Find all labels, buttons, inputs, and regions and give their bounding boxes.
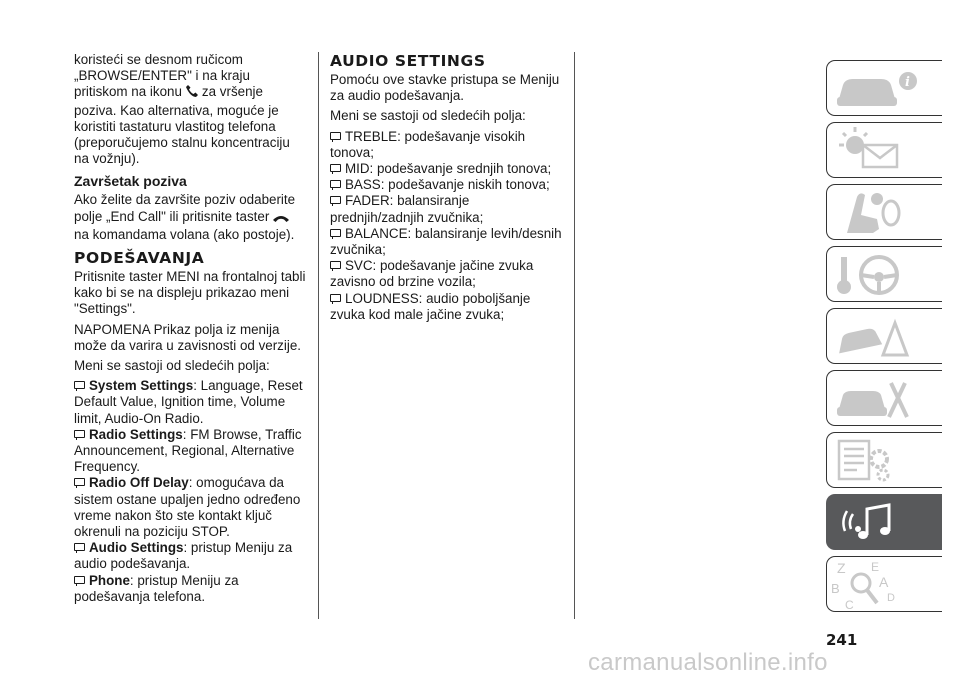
column-divider (574, 52, 575, 619)
list-item: Radio Settings: FM Browse, Traffic Announcement, Regional, Alternative Frequency. (74, 426, 302, 475)
left-column (74, 52, 306, 605)
index-letter: E (871, 560, 880, 574)
index-alphabet-icon (827, 557, 943, 613)
key-steering-wheel-icon (827, 247, 943, 303)
list-item: MID: podešavanje srednjih tonova; (330, 161, 566, 177)
bullet-icon (330, 294, 341, 302)
intro-paragraph: koristeći se desnom ručicom „BROWSE/ENTER" i na kraju pritiskom na ikonu za vršenje poziva. Kao alternativa, moguće je koristiti tastaturu vlastitog telefona (preporučujemo stalnu koncentraciju na vožnju). (74, 52, 290, 167)
list-item: TREBLE: podešavanje visokih tonova; (330, 128, 526, 160)
list-item: Radio Off Delay: omogućava da sistem ostane upaljen jedno određeno vreme nakon što ste kontakt ključ okrenuli na poziciju STOP. (74, 475, 301, 540)
hang-up-icon (272, 211, 290, 227)
tab-warning-lights[interactable] (826, 122, 942, 178)
car-service-tools-icon (827, 371, 943, 427)
settings-heading: PODEŠAVANJA (74, 249, 205, 268)
tab-starting-driving[interactable] (826, 246, 942, 302)
list-item: FADER: balansiranje prednjih/zadnjih zvučnika; (330, 193, 484, 225)
menu-intro: Meni se sastoji od sledećih polja: (74, 358, 270, 374)
tab-emergency[interactable] (826, 308, 942, 364)
end-call-paragraph: Ako želite da završite poziv odaberite polje „End Call" ili pritisnite tasterna komandama volana (ako postoje). (74, 192, 296, 242)
watermark: carmanualsonline.info (588, 649, 828, 676)
right-column (330, 52, 566, 323)
list-item: BALANCE: balansiranje levih/desnih zvučnika; (330, 225, 562, 258)
tab-technical-data[interactable] (826, 432, 942, 488)
column-divider (318, 52, 319, 619)
tab-multimedia[interactable] (826, 494, 942, 550)
bullet-icon (74, 576, 85, 584)
bullet-icon (74, 478, 85, 486)
tab-index[interactable] (826, 556, 942, 612)
list-item: Phone: pristup Meniju za podešavanja telefona. (74, 572, 239, 604)
end-call-heading: Završetak poziva (74, 173, 187, 190)
index-letter: D (887, 592, 895, 604)
index-letter: B (831, 581, 840, 596)
svg-text:i: i (905, 75, 910, 90)
bullet-icon (330, 180, 341, 188)
tab-maintenance[interactable] (826, 370, 942, 426)
list-item: SVC: podešavanje jačine zvuka zavisno od brzine vozila; (330, 258, 534, 290)
page-number: 241 (826, 631, 858, 649)
bullet-icon (330, 196, 341, 204)
index-letter: Z (837, 560, 846, 576)
settings-paragraph: Pritisnite taster MENI na frontalnoj tabli kako bi se na displeju prikazao meni "Settings". (74, 269, 306, 317)
bullet-icon (330, 261, 341, 269)
phone-call-icon (185, 84, 199, 102)
audio-intro: Pomoću ove stavke pristupa se Meniju za audio podešavanja. (330, 72, 560, 104)
bullet-icon (74, 543, 85, 551)
list-item: LOUDNESS: audio poboljšanje zvuka kod male jačine zvuka; (330, 290, 531, 322)
audio-menu-intro: Meni se sastoji od sledećih polja: (330, 108, 526, 124)
list-item: Audio Settings: pristup Meniju za audio podešavanja. (74, 540, 293, 572)
bullet-icon (74, 430, 85, 438)
car-info-icon (827, 61, 943, 117)
audio-settings-heading: AUDIO SETTINGS (330, 52, 486, 70)
bullet-icon (74, 381, 85, 389)
crash-warning-triangle-icon (827, 309, 943, 365)
seat-airbag-icon (827, 185, 943, 241)
note-paragraph: NAPOMENA Prikaz polja iz menija može da varira u zavisnosti od verzije. (74, 321, 301, 353)
multimedia-music-icon (827, 495, 943, 551)
tab-safety[interactable] (826, 184, 942, 240)
bullet-icon (330, 164, 341, 172)
specs-gear-icon (827, 433, 943, 489)
bullet-icon (330, 132, 341, 140)
tab-car-info[interactable] (826, 60, 942, 116)
bullet-icon (330, 229, 341, 237)
index-letter: A (879, 574, 889, 590)
list-item: BASS: podešavanje niskih tonova; (330, 177, 566, 193)
warning-light-mail-icon (827, 123, 943, 179)
list-item: System Settings: Language, Reset Default Value, Ignition time, Volume limit, Audio-On Radio. (74, 378, 303, 426)
index-letter: C (845, 598, 854, 612)
